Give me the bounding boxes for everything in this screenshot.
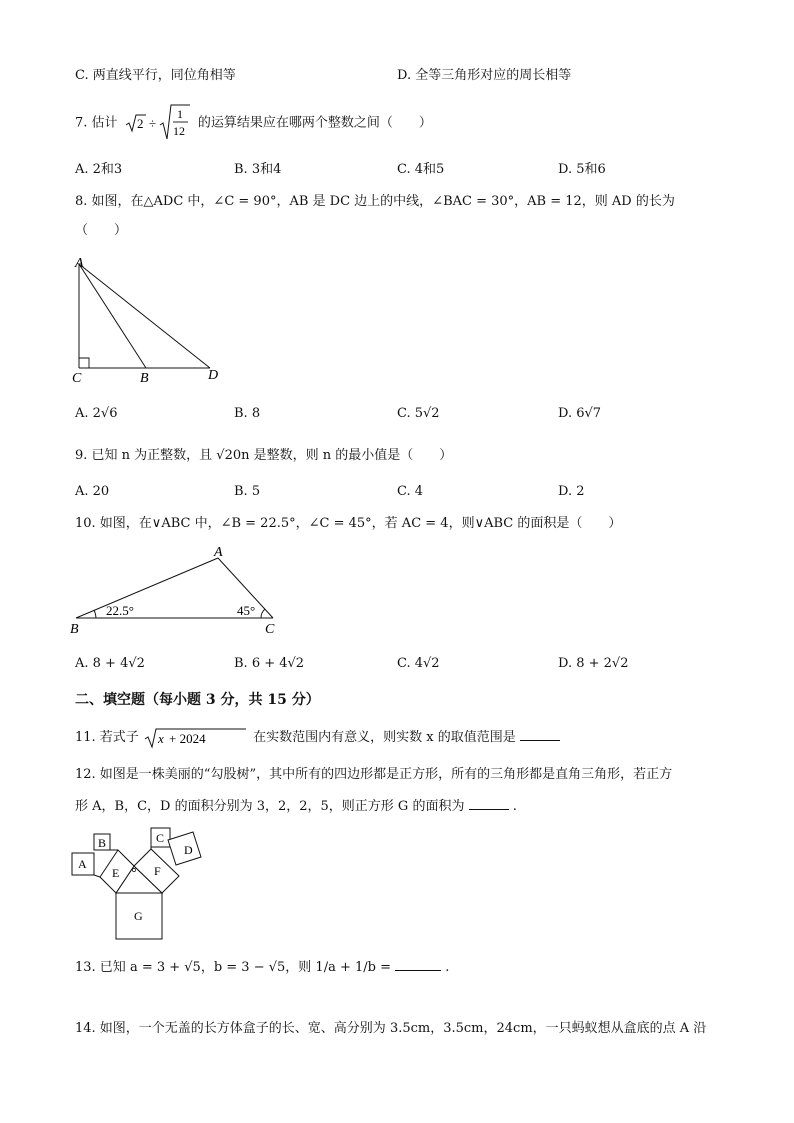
q10-stem: 10. 如图，在∨ABC 中，∠B = 22.5°，∠C = 45°，若 AC = 4，则∨ABC 的面积是（ ） [75,516,622,531]
q8-stem-line1: 8. 如图，在△ADC 中，∠C = 90°，AB 是 DC 边上的中线，∠BAC = 30°，AB = 12，则 AD 的长为 [75,194,675,209]
q10-figure [66,540,286,640]
q9-option-c: C. 4 [397,484,424,499]
q8-label-d: D [208,368,219,383]
q7-stem [75,107,432,138]
svg-text:x: x [157,730,164,746]
q11-stem-suffix: 在实数范围内有意义，则实数 x 的取值范围是 [253,730,516,745]
q11-answer-blank[interactable] [520,728,560,741]
q12-label-g: G [134,909,143,923]
q10-option-a: A. 8 + 4√2 [75,656,145,671]
q9-stem: 9. 已知 n 为正整数，且 √20n 是整数，则 n 的最小值是（ ） [75,448,453,463]
q10-label-b: B [70,622,79,637]
q12-label-a: A [78,857,87,871]
svg-text:2: 2 [136,116,144,131]
q7-option-c: C. 4和5 [397,162,445,177]
q9-option-d: D. 2 [558,484,585,499]
q9-option-a: A. 20 [75,484,110,499]
q13-stem [75,958,449,977]
q11-stem-prefix: 11. 若式子 [75,730,139,745]
q10-option-c: C. 4√2 [397,656,440,671]
q7-option-b: B. 3和4 [234,162,282,177]
q7-expression [124,103,192,143]
q10-angle-b-arc [94,610,96,618]
q12-label-b: B [98,836,107,850]
q12-connector-ae [94,875,100,877]
q12-answer-blank[interactable] [469,797,509,810]
q7-option-a: A. 2和3 [75,162,123,177]
q10-angle-b-label: 22.5° [106,603,134,618]
q12-stem-line2-text: 形 A，B，C，D 的面积分别为 3，2，2，5，则正方形 G 的面积为 [75,799,465,814]
q8-side-ad [79,264,210,368]
q9-option-b: B. 5 [234,484,261,499]
q14-stem: 14. 如图，一个无盖的长方体盒子的长、宽、高分别为 3.5cm，3.5cm，24cm，一只蚂蚁想从盒底的点 A 沿 [75,1021,707,1036]
svg-text:÷: ÷ [148,116,156,131]
q8-median-ab [79,264,146,368]
q8-option-d: D. 6√7 [558,406,602,421]
q8-label-b: B [140,371,149,386]
q13-stem-end: . [445,960,450,975]
q11-stem [75,728,560,747]
q8-label-a: A [75,256,84,271]
q13-stem-text: 13. 已知 a = 3 + √5，b = 3 − √5，则 1/a + 1/b = [75,960,391,975]
q6-option-d: D. 全等三角形对应的周长相等 [397,68,572,83]
q8-option-a: A. 2√6 [75,406,118,421]
q8-figure [66,250,236,390]
q13-answer-blank[interactable] [395,958,441,971]
q12-label-c: C [156,831,165,845]
q12-figure-pythagoras-tree [66,822,226,947]
svg-text:+ 2024: + 2024 [168,730,206,746]
q7-option-d: D. 5和6 [558,162,606,177]
q8-option-c: C. 5√2 [397,406,440,421]
q10-option-b: B. 6 + 4√2 [234,656,305,671]
svg-text:1: 1 [176,107,183,121]
q12-stem-line1: 12. 如图是一株美丽的“勾股树”，其中所有的四边形都是正方形，所有的三角形都是直角三角形，若正方 [75,767,673,782]
q8-stem-line2: （ ） [75,223,128,238]
q6-option-c: C. 两直线平行，同位角相等 [75,68,236,83]
q12-stem-line2-end: . [512,799,517,814]
q10-option-d: D. 8 + 2√2 [558,656,629,671]
q10-angle-c-arc [261,609,265,618]
q12-label-f: F [154,864,161,878]
q10-angle-c-label: 45° [237,603,256,618]
q12-label-e: E [112,866,120,880]
q7-stem-suffix: 的运算结果应在哪两个整数之间（ ） [197,115,432,131]
q10-side-ab [76,558,218,618]
q12-label-d: D [184,843,193,857]
svg-text:12: 12 [172,124,185,138]
q8-label-c: C [72,371,82,386]
section-title-fill-in: 二、填空题（每小题 3 分，共 15 分） [75,692,320,708]
q10-label-c: C [265,622,275,637]
q8-option-b: B. 8 [234,406,261,421]
q11-expression [144,727,248,749]
q12-stem-line2 [75,797,517,816]
q10-label-a: A [214,545,223,560]
q7-stem-prefix: 7. 估计 [75,115,118,131]
q8-right-angle-mark [79,358,89,368]
